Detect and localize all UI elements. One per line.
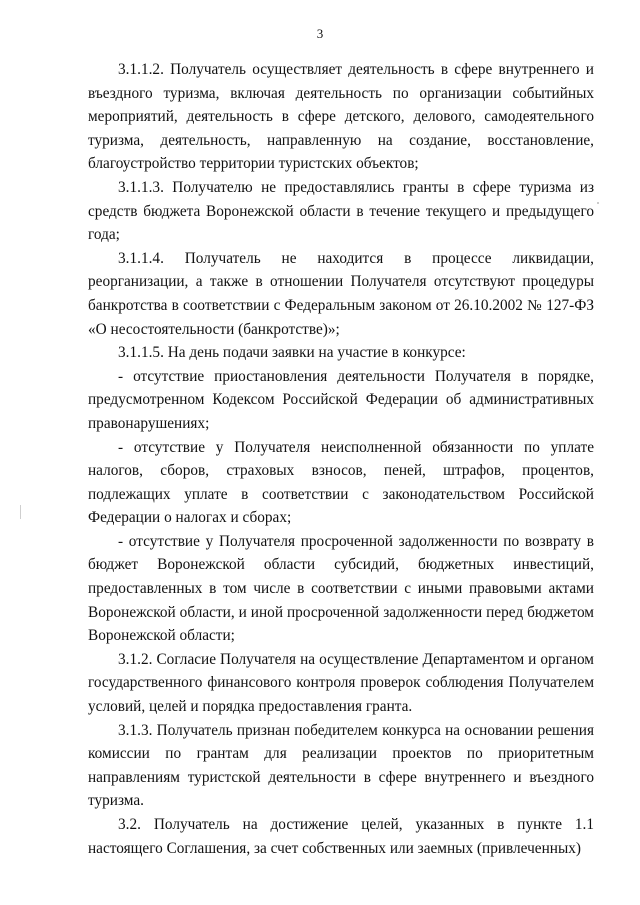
paragraph-3-1-1-3: 3.1.1.3. Получателю не предоставлялись гранты в сфере туризма из средств бюджета Воронежской области в течение текущего и предыдущего года; — [88, 178, 594, 244]
paragraph-3-1-1-2: 3.1.1.2. Получатель осуществляет деятельность в сфере внутреннего и въездного туризма, включая деятельность по организации событийных мероприятий, деятельность в сфере детского, делового, самодеятельного туризма, деятельность, направленную на создание, восстановление, благоустройство территории туристских объектов; — [88, 61, 594, 173]
list-item-suspension: - отсутствие приостановления деятельности Получателя в порядке, предусмотренном Кодексом Российской Федерации об административных правонарушениях; — [88, 367, 594, 432]
paragraph-3-1-1-4: 3.1.1.4. Получатель не находится в процессе ликвидации, реорганизации, а также в отношении Получателя отсутствуют процедуры банкротства в соответствии с Федеральным законом от 26.10.2002 № 127-ФЗ «О несостоятельности (банкротстве)»; — [88, 249, 594, 338]
paragraph-3-1-3: 3.1.3. Получатель признан победителем конкурса на основании решения комиссии по грантам для реализации проектов по приоритетным направлениям туристской деятельности в сфере внутреннего и въездного туризма. — [88, 721, 594, 810]
document-body — [88, 58, 594, 860]
paragraph-3-1-1-5: 3.1.1.5. На день подачи заявки на участие в конкурсе: — [118, 344, 466, 362]
list-item-overdue-debt: - отсутствие у Получателя просроченной задолженности по возврату в бюджет Воронежской области субсидий, бюджетных инвестиций, предоставленных в том числе в соответствии с иными правовыми актами Воронежской области, и иной просроченной задолженности перед бюджетом Воронежской области; — [88, 532, 594, 645]
scan-speck — [597, 202, 599, 204]
page-number: 3 — [316, 26, 324, 41]
scan-edge-mark — [20, 505, 21, 519]
paragraph-3-2: 3.2. Получатель на достижение целей, указанных в пункте 1.1 настоящего Соглашения, за счет собственных или заемных (привлеченных) — [88, 816, 594, 857]
list-item-tax-obligations: - отсутствие у Получателя неисполненной обязанности по уплате налогов, сборов, страховых взносов, пеней, штрафов, процентов, подлежащих уплате в соответствии с законодательством Российской Федерации о налогах и сборах; — [88, 438, 594, 527]
paragraph-3-1-2: 3.1.2. Согласие Получателя на осуществление Департаментом и органом государственного финансового контроля проверок соблюдения Получателем условий, целей и порядка предоставления гранта. — [88, 650, 594, 716]
